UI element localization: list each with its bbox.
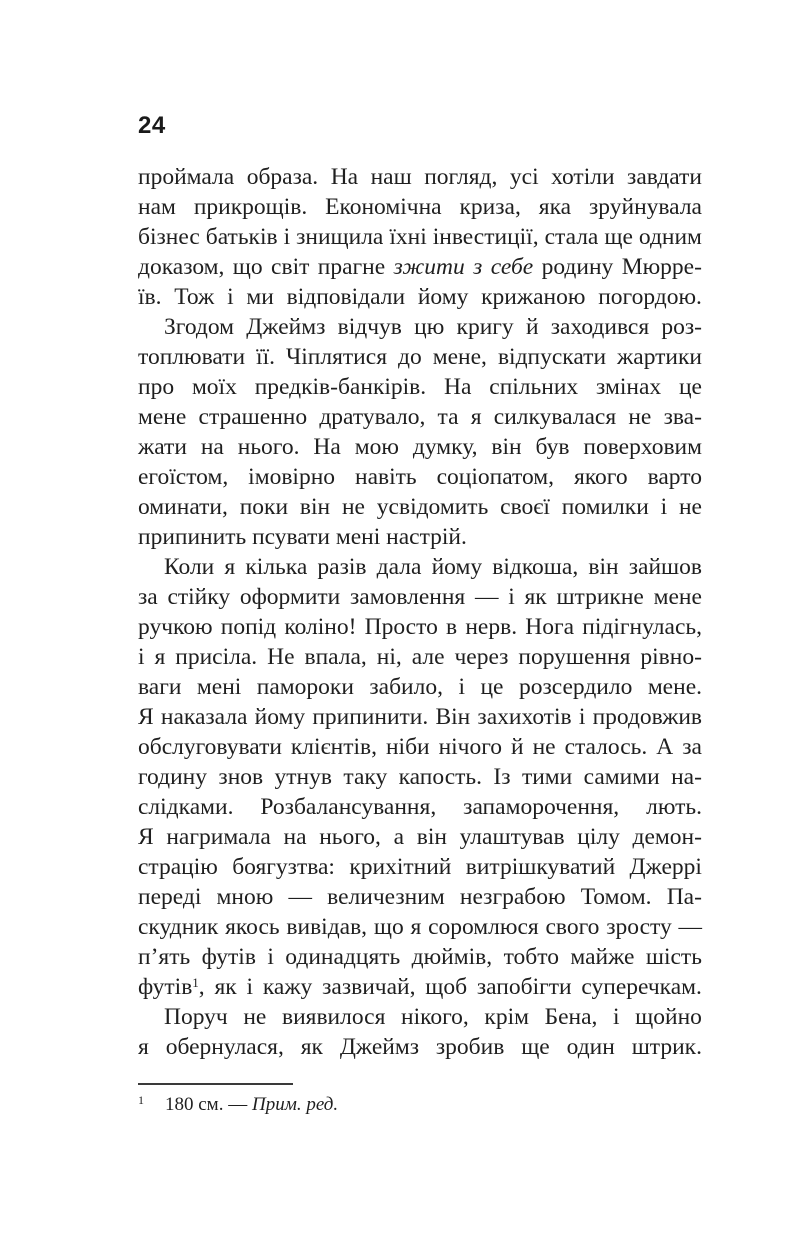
word: зазвичай,: [322, 974, 416, 1000]
word: батьків: [205, 224, 278, 250]
word: і: [267, 944, 274, 970]
word: це: [678, 374, 702, 400]
word: мою: [354, 434, 399, 460]
word: та: [437, 404, 459, 430]
text-line: [138, 252, 702, 282]
text-line: [138, 942, 702, 972]
word: лють.: [646, 794, 702, 820]
word: себе: [490, 254, 534, 280]
text-line: [138, 582, 702, 612]
word: футів: [201, 944, 256, 970]
word: її.: [256, 344, 275, 370]
text-line: [138, 612, 702, 642]
word: мене,: [432, 344, 487, 370]
word: впала,: [304, 644, 367, 670]
word: через: [454, 644, 509, 670]
word: Чіплятися: [286, 344, 387, 370]
text-line: [138, 312, 702, 342]
word: обернулася,: [165, 1034, 284, 1060]
text-line: [138, 882, 702, 912]
word: Із: [493, 764, 511, 790]
text-line: [138, 552, 702, 582]
word: Економічна: [325, 194, 442, 220]
word: попід: [220, 614, 277, 640]
word: в: [446, 614, 458, 640]
word: жати: [138, 434, 187, 460]
word: псувати: [252, 524, 330, 550]
word: припинить: [138, 524, 247, 550]
word: топлювати: [138, 344, 246, 370]
word: жартики: [617, 344, 702, 370]
word: й: [525, 314, 539, 340]
word: разів: [317, 554, 367, 580]
word: проймала: [138, 164, 235, 190]
word: хотіли: [551, 164, 615, 190]
word: Томом.: [580, 884, 652, 910]
word: дюймів,: [411, 944, 493, 970]
text-line: [138, 852, 702, 882]
text-line: [138, 432, 702, 462]
footnote-divider: [138, 1083, 293, 1085]
word: я: [224, 554, 236, 580]
word: усі: [509, 164, 539, 190]
word: На: [330, 164, 359, 190]
word: обслуговувати: [138, 734, 282, 760]
word: погляд,: [424, 164, 498, 190]
word: скудник: [138, 914, 219, 940]
text-line: [138, 402, 702, 432]
word: страцію: [138, 854, 218, 880]
word: цю: [414, 314, 445, 340]
word: незграбою: [459, 884, 566, 910]
word: замовлення: [349, 584, 466, 610]
word: предків-банкірів.: [254, 374, 427, 400]
word: егоїстом,: [138, 464, 229, 490]
word: я: [138, 1034, 149, 1060]
text-line: [138, 192, 702, 222]
word: що: [373, 914, 404, 940]
word: не: [628, 404, 652, 430]
word: родину: [541, 254, 614, 280]
text-line: [138, 372, 702, 402]
paragraph: [138, 1002, 702, 1062]
word: витрішкуватий: [465, 854, 616, 880]
word: штрикне: [556, 584, 644, 610]
text-block: [138, 162, 702, 1062]
word: кажу: [262, 974, 313, 1000]
word: Він: [435, 704, 471, 730]
word: і: [613, 1004, 620, 1030]
word: величезним: [327, 884, 445, 910]
word: памороки: [256, 674, 354, 700]
word: він: [416, 824, 447, 850]
word: знищила: [296, 224, 384, 250]
word: рівно-: [640, 644, 702, 670]
word: якось: [225, 914, 280, 940]
word: мені: [196, 674, 242, 700]
word: їхні: [389, 224, 427, 250]
word: і: [578, 704, 586, 730]
text-line: [138, 342, 702, 372]
paragraph: [138, 552, 702, 1002]
word: не: [678, 494, 702, 520]
word: п’ять: [138, 944, 191, 970]
word: боягузтва:: [232, 854, 335, 880]
word: запобігти: [476, 974, 572, 1000]
word: їв.: [138, 284, 162, 310]
word: завдати: [627, 164, 702, 190]
word: Мюрре-: [621, 254, 702, 280]
word: мені: [335, 524, 381, 550]
word: кригу: [456, 314, 514, 340]
word: але: [411, 644, 445, 670]
word: яка: [538, 194, 572, 220]
word: знов: [218, 764, 264, 790]
word: ще: [604, 224, 633, 250]
word: страшенно: [198, 404, 308, 430]
word: клієнтів,: [290, 734, 377, 760]
word: суперечкам.: [581, 974, 702, 1000]
word: Просто: [364, 614, 438, 640]
word: присіла.: [175, 644, 258, 670]
word: одним: [638, 224, 702, 250]
word: я: [470, 404, 482, 430]
word: улаштував: [459, 824, 565, 850]
word: розсердило: [518, 674, 633, 700]
word: —: [678, 914, 702, 940]
word: майже: [570, 944, 635, 970]
word: на: [283, 824, 307, 850]
word: щойно: [635, 1004, 702, 1030]
word: силкувалася: [493, 404, 617, 430]
word: утнув: [274, 764, 332, 790]
word: йому: [417, 284, 469, 310]
word: капость.: [398, 764, 483, 790]
word: дратувало,: [319, 404, 426, 430]
word: виявилося: [281, 1004, 386, 1030]
word: Я: [138, 824, 154, 850]
word: одинадцять: [285, 944, 401, 970]
word: зросту: [606, 914, 672, 940]
word: Джеррі: [629, 854, 702, 880]
word: і: [660, 494, 668, 520]
word: нам: [138, 194, 176, 220]
text-line: [138, 972, 702, 1002]
text-line: [138, 222, 702, 252]
word: Нога: [525, 614, 575, 640]
word: На: [313, 434, 341, 460]
word: за: [138, 584, 158, 610]
word: нікого,: [401, 1004, 469, 1030]
word: —: [474, 584, 499, 610]
word: зруйнувала: [589, 194, 702, 220]
word: про: [138, 374, 175, 400]
word: імовірно: [248, 464, 336, 490]
word: як: [524, 584, 547, 610]
word: підігнулась,: [582, 614, 702, 640]
word: з: [473, 254, 483, 280]
word: своєї: [500, 494, 550, 520]
word: на: [200, 434, 224, 460]
word: доказом,: [138, 254, 225, 280]
footnote-marker: 1: [138, 1093, 144, 1107]
word: усвідомить: [376, 494, 489, 520]
text-line: [138, 1032, 702, 1062]
word: свого: [545, 914, 600, 940]
word: нього,: [319, 824, 381, 850]
word: відкоша,: [492, 554, 579, 580]
word: Згодом: [164, 314, 235, 340]
word: й: [511, 734, 524, 760]
word: Па-: [666, 884, 702, 910]
footnote-text: 180 см. — Прим. ред.: [165, 1094, 339, 1115]
word: погордою.: [598, 284, 702, 310]
word: він: [299, 494, 331, 520]
word: нічого: [438, 734, 503, 760]
word: стійку: [167, 584, 231, 610]
word: за: [682, 734, 702, 760]
word: і: [227, 284, 234, 310]
word: ні,: [376, 644, 402, 670]
word: Коли: [164, 554, 215, 580]
text-line: [138, 732, 702, 762]
word: до: [398, 344, 422, 370]
word: Бена,: [544, 1004, 598, 1030]
word: дала: [376, 554, 422, 580]
word: не: [341, 494, 365, 520]
word: це: [480, 674, 504, 700]
word: я: [410, 914, 422, 940]
word: самими: [583, 764, 660, 790]
word: настрій.: [386, 524, 467, 550]
word: нього.: [237, 434, 300, 460]
word: а: [393, 824, 405, 850]
word: переді: [138, 884, 202, 910]
word: нагримала: [166, 824, 271, 850]
word: спільних: [489, 374, 579, 400]
word: вивідав,: [286, 914, 368, 940]
text-line: [138, 462, 702, 492]
word: змінах: [596, 374, 662, 400]
word: Розбалансування,: [260, 794, 437, 820]
word: що: [232, 254, 263, 280]
word: роз-: [661, 314, 702, 340]
word: щоб: [425, 974, 468, 1000]
word: забило,: [369, 674, 443, 700]
word: крижаною: [481, 284, 586, 310]
paragraph: [138, 162, 702, 312]
text-line: [138, 1002, 702, 1032]
text-line: [138, 162, 702, 192]
word: навіть: [355, 464, 417, 490]
word: футів$^1$,: [138, 974, 205, 1000]
word: і: [508, 584, 515, 610]
word: оформити: [239, 584, 341, 610]
text-line: [138, 702, 702, 732]
word: зва-: [663, 404, 702, 430]
word: соціопатом,: [436, 464, 555, 490]
text-line: [138, 492, 702, 522]
word: йому: [431, 554, 483, 580]
word: варто: [647, 464, 702, 490]
word: і: [458, 674, 465, 700]
word: слідками.: [138, 794, 234, 820]
word: Тож: [174, 284, 215, 310]
word: ми: [246, 284, 274, 310]
text-line: [138, 282, 702, 312]
word: один: [566, 1034, 615, 1060]
word: моїх: [191, 374, 237, 400]
word: відчув: [337, 314, 402, 340]
text-line: [138, 522, 702, 552]
word: нерв.: [465, 614, 518, 640]
word: соромлюся: [428, 914, 539, 940]
word: і: [138, 644, 145, 670]
word: прагне: [317, 254, 386, 280]
word: як: [214, 974, 237, 1000]
text-line: [138, 762, 702, 792]
text-line: [138, 822, 702, 852]
word: прикрощів.: [193, 194, 308, 220]
word: коліно!: [284, 614, 357, 640]
word: Не: [267, 644, 295, 670]
word: він: [588, 554, 619, 580]
word: кілька: [245, 554, 308, 580]
word: мене: [138, 404, 187, 430]
word: якого: [574, 464, 628, 490]
page-number: 24: [138, 112, 166, 139]
word: припинити.: [312, 704, 429, 730]
word: мною: [216, 884, 274, 910]
word: поверховим: [583, 434, 702, 460]
word: На: [444, 374, 472, 400]
word: Поруч: [164, 1004, 228, 1030]
word: і: [283, 224, 291, 250]
word: як: [300, 1034, 323, 1060]
word: штрик.: [631, 1034, 702, 1060]
word: крім: [484, 1004, 529, 1030]
word: демон-: [632, 824, 702, 850]
text-line: [138, 792, 702, 822]
word: помилки: [561, 494, 649, 520]
word: бізнес: [138, 224, 200, 250]
footnote: [138, 1092, 702, 1119]
word: оминати,: [138, 494, 228, 520]
word: зайшов: [628, 554, 702, 580]
word: ручкою: [138, 614, 213, 640]
word: тими: [521, 764, 573, 790]
word: інвестиції,: [432, 224, 539, 250]
text-line: [138, 672, 702, 702]
word: я: [154, 644, 166, 670]
word: Джеймз: [339, 1034, 419, 1060]
word: мене.: [647, 674, 702, 700]
word: тобто: [503, 944, 559, 970]
text-line: [138, 642, 702, 672]
word: наш: [370, 164, 412, 190]
word: зробив: [435, 1034, 505, 1060]
text-line: [138, 912, 702, 942]
word: таку: [343, 764, 388, 790]
word: Я: [138, 704, 154, 730]
word: відповідали: [286, 284, 406, 310]
word: —: [288, 884, 312, 910]
word: шість: [645, 944, 702, 970]
paragraph: [138, 312, 702, 552]
word: криза,: [459, 194, 521, 220]
word: А: [656, 734, 674, 760]
word: і: [246, 974, 254, 1000]
word: наказала: [160, 704, 248, 730]
word: світ: [271, 254, 310, 280]
word: зжити: [393, 254, 465, 280]
word: Джеймз: [246, 314, 326, 340]
word: ваги: [138, 674, 182, 700]
word: заходився: [550, 314, 650, 340]
word: захихотів: [477, 704, 572, 730]
word: сталось.: [564, 734, 648, 760]
word: образа.: [246, 164, 319, 190]
word: не: [532, 734, 556, 760]
word: думку,: [412, 434, 478, 460]
word: був: [535, 434, 570, 460]
word: він: [491, 434, 522, 460]
word: крихітний: [349, 854, 452, 880]
word: відпускати: [497, 344, 607, 370]
word: мене: [653, 584, 702, 610]
word: цілу: [577, 824, 620, 850]
word: запаморочення,: [463, 794, 620, 820]
word: ніби: [385, 734, 430, 760]
word: стала: [544, 224, 599, 250]
word: не: [243, 1004, 267, 1030]
word: продовжив: [592, 704, 702, 730]
word: ще: [521, 1034, 550, 1060]
word: годину: [138, 764, 207, 790]
word: порушення: [518, 644, 631, 670]
word: на-: [671, 764, 702, 790]
word: йому: [254, 704, 306, 730]
word: поки: [239, 494, 289, 520]
